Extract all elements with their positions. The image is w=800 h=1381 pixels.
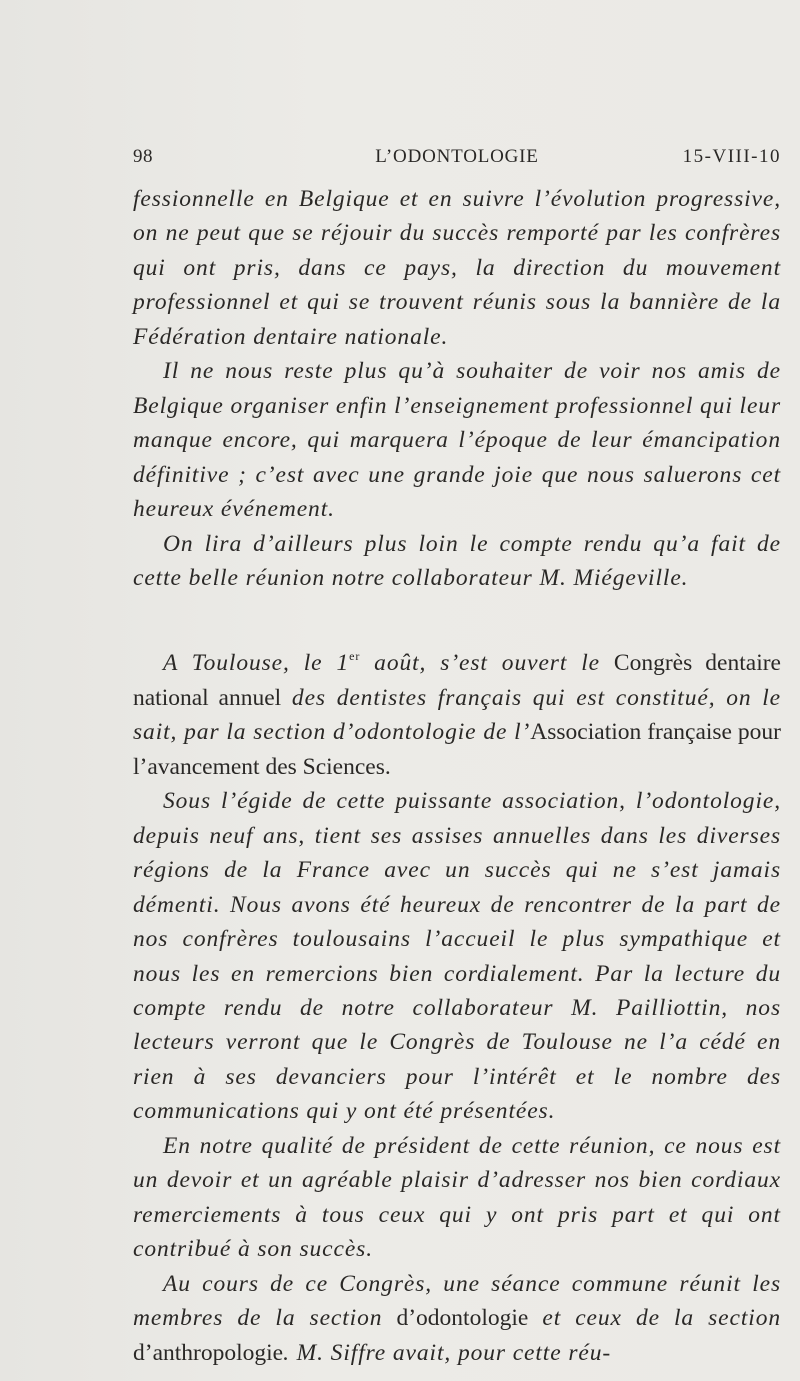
paragraph: Au cours de ce Congrès, une séance commune réunit les membres de la section d’odontologie et ceux de la section d’anthropologie. M. Siffre avait, pour cette réu- [133, 1270, 782, 1366]
running-title: L’ODONTOLOGIE [375, 146, 539, 167]
paragraph: Il ne nous reste plus qu’à souhaiter de voir nos amis de Belgique organiser enfin l’enseignement professionnel qui leur manque encore, qui marquera l’époque de leur émancipation définitive ; c’est avec une grande joie que nous saluerons cet heureux événement. [133, 358, 781, 523]
paragraph: Sous l’égide de cette puissante association, l’odontologie, depuis neuf ans, tient ses assises annuelles dans les diverses régions de la France avec un succès qui ne s’est jamais démenti. Nous avons été heureux de rencontrer de la part de nos confrères toulousains l’accueil le plus sympathique et nous les en remercions bien cordialement. Par la lecture du compte rendu de notre collaborateur M. Pailliottin, nos lecteurs verront que le Congrès de Toulouse ne l’a cédé en rien à ses devanciers pour l’intérêt et le nombre des communications qui y ont été présentées. [133, 788, 781, 1125]
upright-text: d’anthropologie [133, 1339, 284, 1366]
superscript: er [349, 649, 361, 664]
upright-text: Association française pour l’avancement des Sciences. [133, 719, 781, 780]
paragraph: On lira d’ailleurs plus loin le compte rendu qu’a fait de cette belle réunion notre collaborateur M. Miégeville. [133, 530, 781, 591]
section-gap [133, 595, 781, 646]
page-body [133, 182, 781, 1370]
paragraph: En notre qualité de président de cette réunion, ce nous est un devoir et un agréable plaisir d’adresser nos bien cordiaux remerciements à tous ceux qui y ont pris part et qui ont contribué à son succès. [133, 1132, 781, 1263]
upright-text: d’odontologie [396, 1305, 529, 1332]
issue-date: 15-VIII-10 [682, 146, 781, 167]
upright-text: Congrès dentaire national annuel [133, 650, 781, 711]
paragraph: A Toulouse, le 1er août, s’est ouvert le Congrès dentaire national annuel des dentistes français qui est constitué, on le sait, par la section d’odontologie de l’Association française pour l’avancement des Sciences. [133, 649, 782, 780]
page-header [133, 146, 781, 174]
page-number: 98 [133, 146, 153, 167]
paragraph: fessionnelle en Belgique et en suivre l’évolution progressive, on ne peut que se réjouir du succès remporté par les confrères qui ont pris, dans ce pays, la direction du mouvement professionnel et qui se trouvent réunis sous la bannière de la Fédération dentaire nationale. [133, 186, 781, 350]
